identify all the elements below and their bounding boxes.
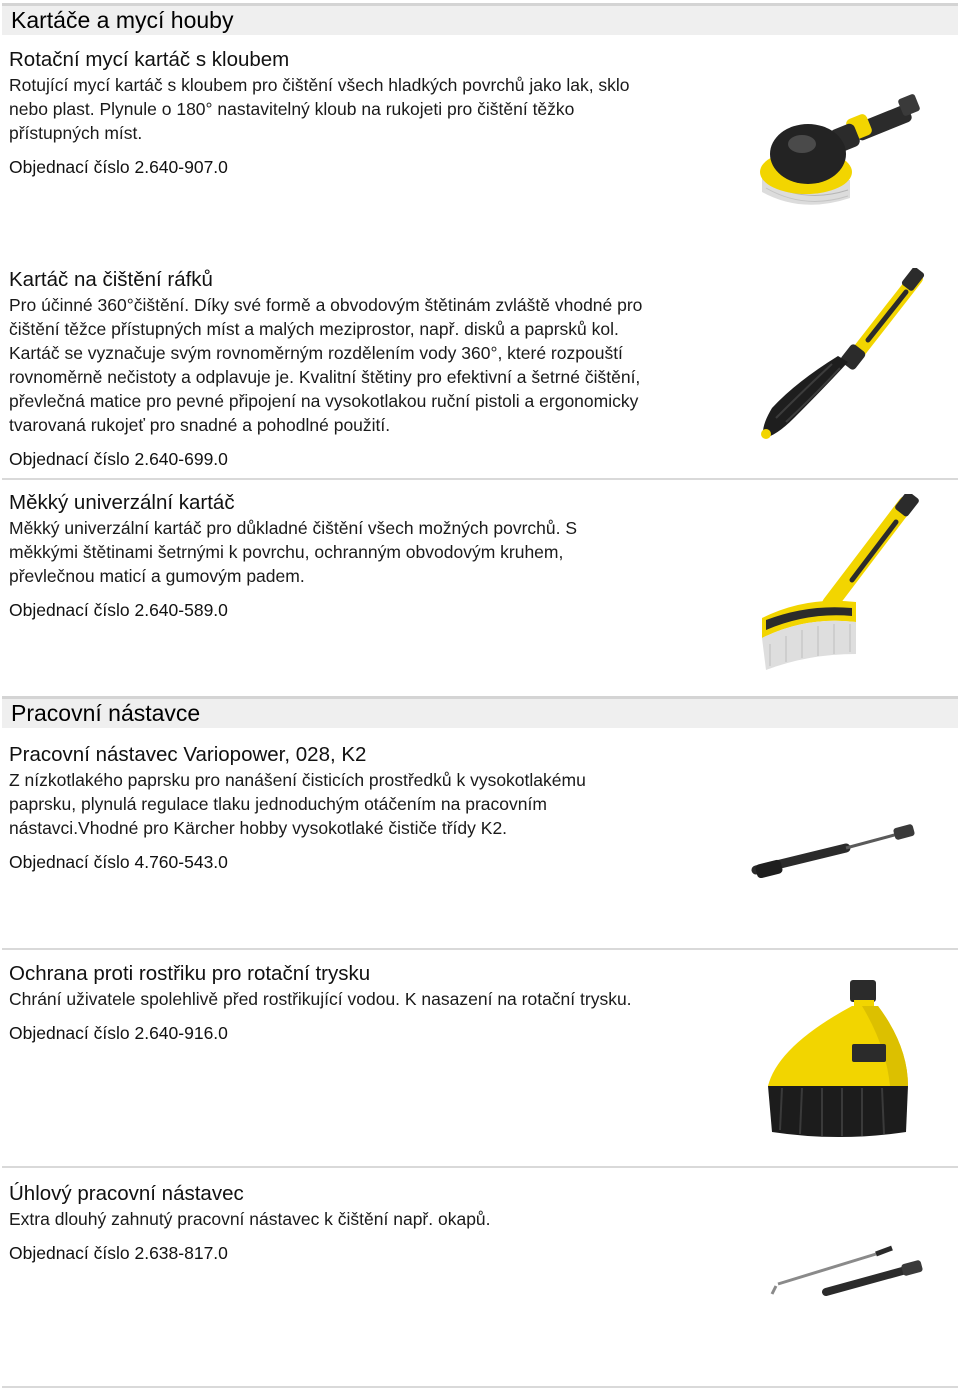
product-title: Rotační mycí kartáč s kloubem	[9, 48, 290, 71]
product-title: Úhlový pracovní nástavec	[9, 1182, 244, 1205]
splash-guard-image	[758, 976, 916, 1142]
section-header-brushes: Kartáče a mycí houby	[2, 3, 958, 35]
order-number: Objednací číslo 2.640-916.0	[9, 1023, 228, 1043]
product-divider	[2, 948, 958, 950]
product-description-line: Z nízkotlakého paprsku pro nanášení čisticích prostředků k vysokotlakému	[9, 770, 586, 790]
page-bottom-divider	[2, 1386, 958, 1388]
order-number: Objednací číslo 2.638-817.0	[9, 1243, 228, 1263]
product-description-line: čištění těžce přístupných míst a malých meziprostor, např. disků a paprsků kol.	[9, 319, 619, 339]
rim-brush-image	[756, 268, 928, 448]
product-divider	[2, 478, 958, 480]
order-number: Objednací číslo 2.640-589.0	[9, 600, 228, 620]
soft-brush-image	[756, 494, 922, 674]
product-description-line: Pro účinné 360°čištění. Díky své formě a obvodovým štětinám zvláště vhodné pro	[9, 295, 643, 315]
order-number: Objednací číslo 2.640-907.0	[9, 157, 228, 177]
product-description-line: měkkými štětinami šetrnými k povrchu, ochranným obvodovým kruhem,	[9, 542, 564, 562]
product-description-line: přístupných míst.	[9, 123, 143, 143]
product-description-line: Měkký univerzální kartáč pro důkladné čištění všech možných povrchů. S	[9, 518, 578, 538]
product-title: Kartáč na čištění ráfků	[9, 268, 213, 291]
variopower-lance-image	[750, 818, 920, 878]
product-description-line: Chrání uživatele spolehlivě před rostřikující vodou. K nasazení na rotační trysku.	[9, 989, 632, 1009]
product-divider	[2, 1166, 958, 1168]
product-title: Pracovní nástavec Variopower, 028, K2	[9, 743, 367, 766]
product-title: Ochrana proti rostřiku pro rotační trysku	[9, 962, 371, 985]
angled-lance-image	[766, 1240, 926, 1306]
product-description-line: převlečnou maticí a gumovým padem.	[9, 566, 305, 586]
product-description-line: Kartáč se vyznačuje svým rovnoměrným rozdělením vody 360°, které rozpouští	[9, 343, 623, 363]
product-description-line: Rotující mycí kartáč s kloubem pro čištění všech hladkých povrchů jako lak, sklo	[9, 75, 630, 95]
product-title: Měkký univerzální kartáč	[9, 491, 235, 514]
product-description-line: převlečná matice pro pevné připojení na vysokotlakou ruční pistoli a ergonomicky	[9, 391, 639, 411]
product-description-line: paprsku, plynulá regulace tlaku jednoduchým otáčením na pracovním	[9, 794, 547, 814]
order-number: Objednací číslo 2.640-699.0	[9, 449, 228, 469]
product-description-line: Extra dlouhý zahnutý pracovní nástavec k čištění např. okapů.	[9, 1209, 491, 1229]
product-description-line: nástavci.Vhodné pro Kärcher hobby vysokotlaké čističe třídy K2.	[9, 818, 508, 838]
order-number: Objednací číslo 4.760-543.0	[9, 852, 228, 872]
product-description-line: rovnoměrně nečistoty a odplavuje je. Kvalitní štětiny pro efektivní a šetrné čištění,	[9, 367, 641, 387]
product-description-line: nebo plast. Plynule o 180° nastavitelný kloub na rukojeti pro čištění těžko	[9, 99, 575, 119]
product-description-line: tvarovaná rukojeť pro snadné a pohodlné použití.	[9, 415, 391, 435]
rotary-brush-image	[752, 92, 924, 214]
section-header-attachments: Pracovní nástavce	[2, 696, 958, 728]
